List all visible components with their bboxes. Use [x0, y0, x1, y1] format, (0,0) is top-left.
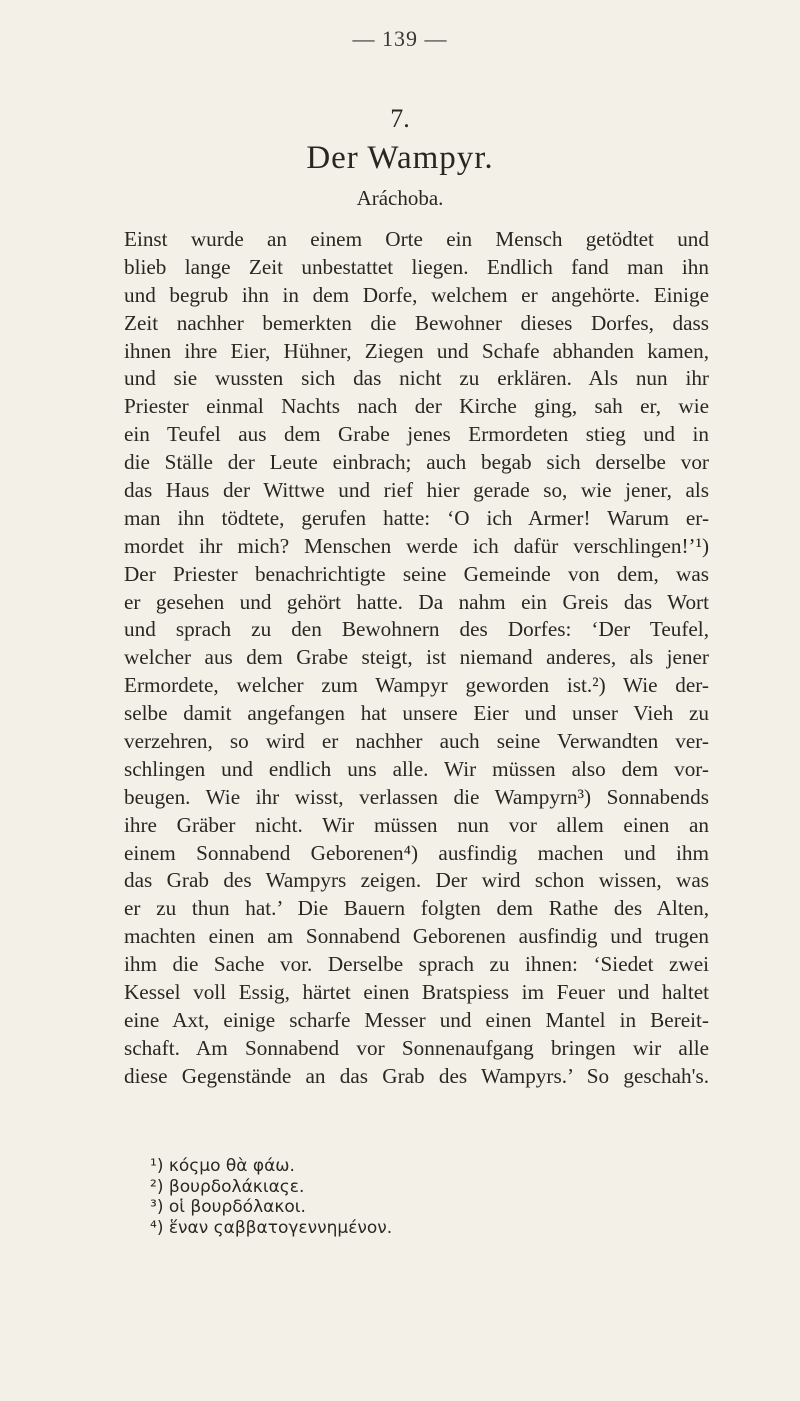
body-line: Ermordete, welcher zum Wampyr geworden ist.²) Wie der-: [124, 673, 709, 698]
body-line: und sprach zu den Bewohnern des Dorfes: ‘Der Teufel,: [124, 617, 709, 642]
body-line: blieb lange Zeit unbestattet liegen. Endlich fand man ihn: [124, 254, 709, 279]
body-line: Zeit nachher bemerkten die Bewohner dieses Dorfes, dass: [124, 310, 709, 335]
body-line: Kessel voll Essig, härtet einen Bratspiess im Feuer und haltet: [124, 980, 709, 1005]
body-line: ihnen ihre Eier, Hühner, Ziegen und Schafe abhanden kamen,: [124, 338, 709, 363]
body-line: eine Axt, einige scharfe Messer und einen Mantel in Bereit-: [124, 1007, 709, 1032]
body-line: schaft. Am Sonnabend vor Sonnenaufgang bringen wir alle: [124, 1035, 709, 1060]
body-line: diese Gegenstände an das Grab des Wampyrs.’ So geschah's.: [124, 1063, 709, 1088]
footnotes: [150, 1156, 570, 1238]
body-line: Einst wurde an einem Orte ein Mensch getödtet und: [124, 227, 709, 251]
body-line: Priester einmal Nachts nach der Kirche ging, sah er, wie: [124, 394, 709, 419]
body-line: das Grab des Wampyrs zeigen. Der wird schon wissen, was: [124, 868, 709, 893]
body-line: und begrub ihn in dem Dorfe, welchem er angehörte. Einige: [124, 282, 709, 307]
body-line: beugen. Wie ihr wisst, verlassen die Wampyrn³) Sonnabends: [124, 784, 709, 809]
footnote: ⁴) ἕναν ςαββατογεννημένον.: [150, 1217, 393, 1238]
footnote: ²) βουρδολάκιαςε.: [150, 1176, 305, 1197]
body-line: Der Priester benachrichtigte seine Gemeinde von dem, was: [124, 561, 709, 586]
body-line: er gesehen und gehört hatte. Da nahm ein Greis das Wort: [124, 589, 709, 614]
body-line: verzehren, so wird er nachher auch seine Verwandten ver-: [124, 729, 709, 754]
body-line: welcher aus dem Grabe steigt, ist niemand anderes, als jener: [124, 645, 709, 670]
body-line: und sie wussten sich das nicht zu erklären. Als nun ihr: [124, 366, 709, 391]
footnote: ¹) κόςμο θὰ φάω.: [150, 1156, 295, 1176]
body-line: mordet ihr mich? Menschen werde ich dafür verschlingen!’¹): [124, 533, 709, 558]
chapter-number: 7.: [390, 104, 410, 133]
footnote: ³) οἱ βουρδόλακοι.: [150, 1197, 306, 1218]
body-line: ihm die Sache vor. Derselbe sprach zu ihnen: ‘Siedet zwei: [124, 952, 709, 977]
story-place: Aráchoba.: [356, 186, 444, 210]
story-title: Der Wampyr.: [306, 140, 494, 176]
body-line: selbe damit angefangen hat unsere Eier und unser Vieh zu: [124, 701, 709, 726]
story-body: [124, 226, 709, 1091]
body-line: das Haus der Wittwe und rief hier gerade so, wie jener, als: [124, 478, 709, 503]
body-line: machten einen am Sonnabend Geborenen ausfindig und trugen: [124, 924, 709, 949]
body-line: er zu thun hat.’ Die Bauern folgten dem Rathe des Alten,: [124, 896, 709, 921]
body-line: einem Sonnabend Geborenen⁴) ausfindig machen und ihm: [124, 840, 709, 865]
body-line: ein Teufel aus dem Grabe jenes Ermordeten stieg und in: [124, 422, 709, 447]
page-number: — 139 —: [352, 26, 448, 51]
body-line: die Ställe der Leute einbrach; auch begab sich derselbe vor: [124, 450, 709, 475]
body-line: ihre Gräber nicht. Wir müssen nun vor allem einen an: [124, 812, 709, 837]
body-line: schlingen und endlich uns alle. Wir müssen also dem vor-: [124, 756, 709, 781]
body-line: man ihn tödtete, gerufen hatte: ‘O ich Armer! Warum er-: [124, 505, 709, 530]
